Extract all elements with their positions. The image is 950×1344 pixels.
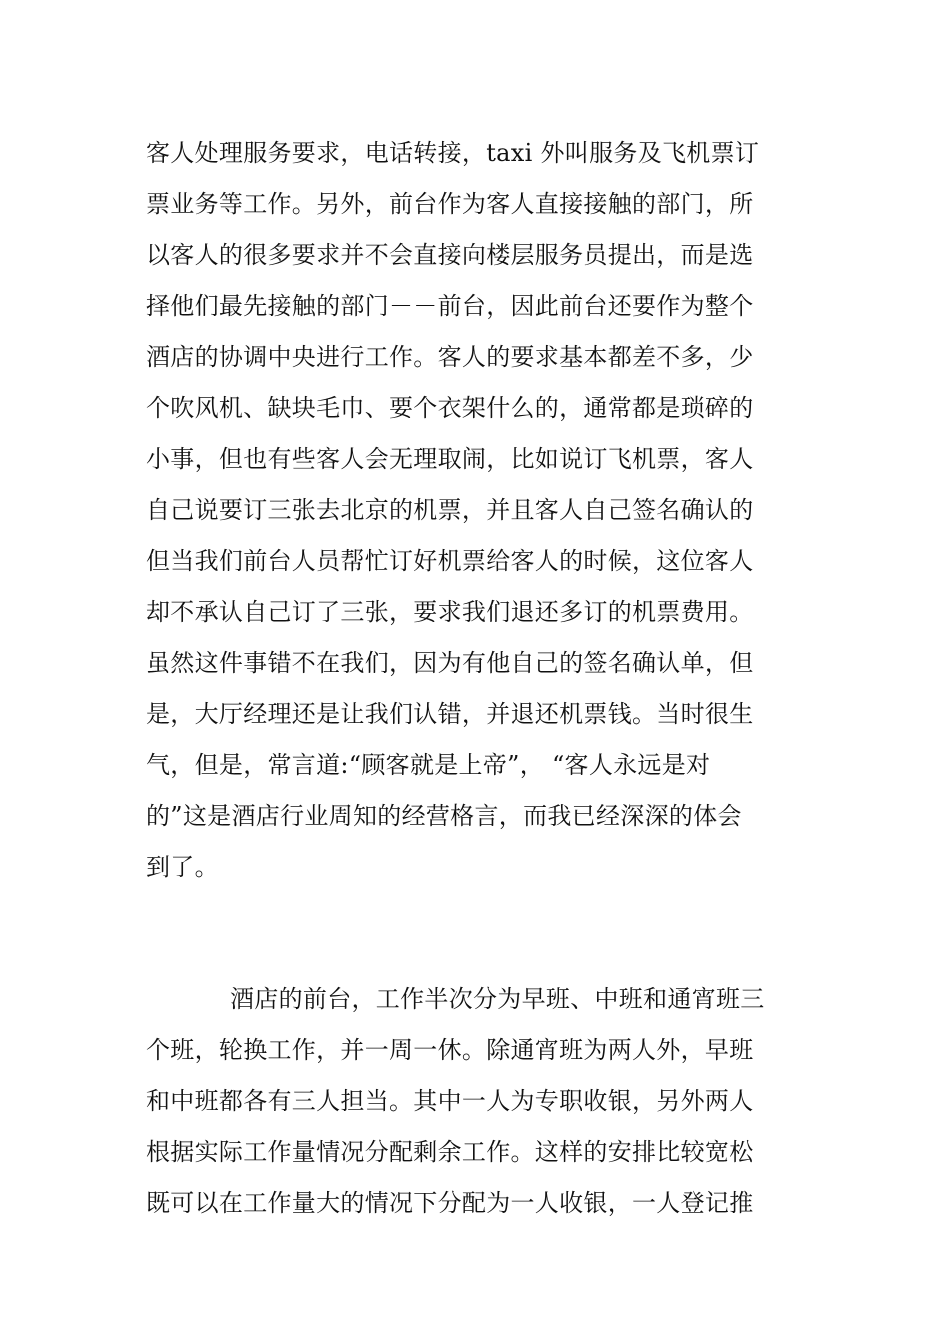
- text-line-indented: 酒店的前台，工作半次分为早班、中班和通宵班三: [230, 985, 765, 1013]
- paragraph-front-desk-duties: [146, 128, 816, 893]
- text-line: 个班，轮换工作，并一周一休。除通宵班为两人外，早班: [146, 1036, 754, 1064]
- text-line: 气，但是，常言道:“顾客就是上帝”， “客人永远是对: [146, 751, 711, 779]
- text-line: 客人处理服务要求，电话转接，taxi 外叫服务及飞机票订: [146, 139, 760, 167]
- text-line: 个吹风机、缺块毛巾、要个衣架什么的，通常都是琐碎的: [146, 394, 754, 422]
- text-line: 自己说要订三张去北京的机票，并且客人自己签名确认的: [146, 496, 754, 524]
- text-line: 既可以在工作量大的情况下分配为一人收银，一人登记推: [146, 1189, 754, 1217]
- text-line: 和中班都各有三人担当。其中一人为专职收银，另外两人: [146, 1087, 754, 1115]
- text-line: 择他们最先接触的部门－－前台，因此前台还要作为整个: [146, 292, 754, 320]
- text-line: 酒店的协调中央进行工作。客人的要求基本都差不多，少: [146, 343, 754, 371]
- text-line: 但当我们前台人员帮忙订好机票给客人的时候，这位客人: [146, 547, 754, 575]
- text-line: 根据实际工作量情况分配剩余工作。这样的安排比较宽松: [146, 1138, 754, 1166]
- text-line: 小事，但也有些客人会无理取闹，比如说订飞机票，客人: [146, 445, 754, 473]
- text-line: 却不承认自己订了三张，要求我们退还多订的机票费用。: [146, 598, 754, 626]
- paragraph-shift-schedule: [146, 974, 816, 1229]
- text-line: 虽然这件事错不在我们，因为有他自己的签名确认单，但: [146, 649, 754, 677]
- text-line: 到了。: [146, 853, 219, 881]
- text-line: 是，大厅经理还是让我们认错，并退还机票钱。当时很生: [146, 700, 754, 728]
- text-line: 票业务等工作。另外，前台作为客人直接接触的部门，所: [146, 190, 754, 218]
- text-line: 以客人的很多要求并不会直接向楼层服务员提出，而是选: [146, 241, 754, 269]
- text-line: 的”这是酒店行业周知的经营格言，而我已经深深的体会: [146, 802, 742, 830]
